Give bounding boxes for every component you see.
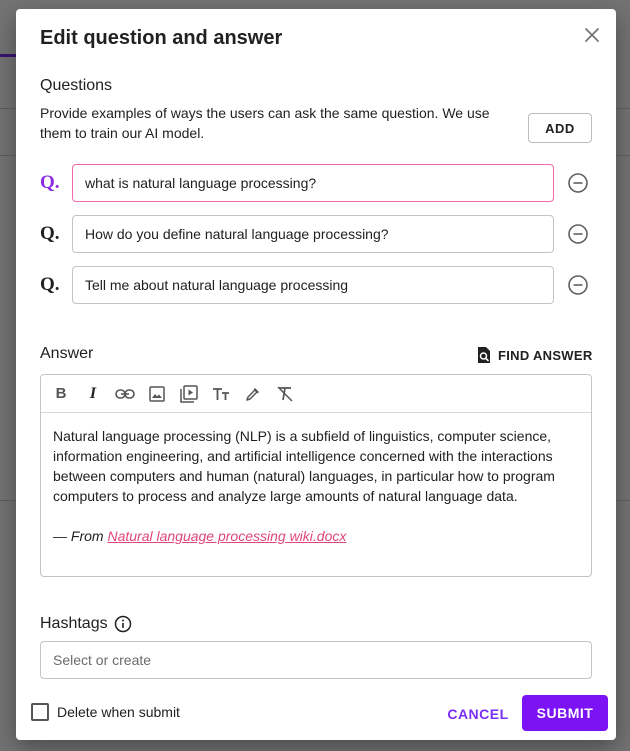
question-input[interactable] bbox=[72, 266, 554, 304]
answer-text: Natural language processing (NLP) is a subfield of linguistics, computer science, information engineering, and artificial intelligence concerned with the interactions between computers and human (natural) languages, in particular how to program computers to process and analyze large amounts of natural language data. bbox=[53, 428, 555, 504]
questions-help-text: Provide examples of ways the users can ask the same question. We use them to train our AI model. bbox=[40, 105, 490, 141]
delete-checkbox-label: Delete when submit bbox=[57, 704, 180, 720]
close-icon bbox=[584, 27, 600, 43]
video-button[interactable] bbox=[177, 382, 201, 406]
answer-label: Answer bbox=[40, 345, 94, 362]
submit-button[interactable]: SUBMIT bbox=[522, 695, 608, 731]
questions-label: Questions bbox=[40, 77, 113, 94]
video-library-icon bbox=[180, 385, 198, 403]
remove-question-button[interactable] bbox=[567, 223, 589, 245]
dialog-title: Edit question and answer bbox=[40, 27, 283, 49]
hashtags-label: Hashtags bbox=[40, 615, 108, 632]
question-marker: Q. bbox=[40, 223, 60, 244]
question-row bbox=[40, 164, 600, 202]
link-button[interactable] bbox=[113, 382, 137, 406]
question-input[interactable] bbox=[72, 215, 554, 253]
delete-checkbox[interactable] bbox=[31, 703, 49, 721]
add-question-button[interactable]: ADD bbox=[528, 113, 592, 143]
remove-question-button[interactable] bbox=[567, 172, 589, 194]
find-answer-label: FIND ANSWER bbox=[498, 347, 593, 363]
answer-editor bbox=[40, 374, 592, 577]
question-marker: Q. bbox=[40, 172, 60, 193]
source-link[interactable]: Natural language processing wiki.docx bbox=[107, 528, 347, 544]
question-row bbox=[40, 215, 600, 253]
source-prefix: — From bbox=[53, 528, 108, 544]
document-search-icon bbox=[476, 346, 492, 364]
bold-button[interactable]: B bbox=[55, 385, 67, 402]
text-size-icon bbox=[212, 387, 230, 401]
find-answer-button[interactable] bbox=[476, 345, 593, 365]
question-input[interactable] bbox=[72, 164, 554, 202]
text-size-button[interactable] bbox=[209, 382, 233, 406]
minus-circle-icon bbox=[567, 274, 589, 296]
info-icon[interactable] bbox=[114, 615, 132, 633]
delete-when-submit-toggle[interactable] bbox=[31, 703, 180, 721]
editor-toolbar bbox=[41, 375, 591, 413]
clear-format-button[interactable] bbox=[273, 382, 297, 406]
question-row bbox=[40, 266, 600, 304]
minus-circle-icon bbox=[567, 223, 589, 245]
hashtags-input[interactable] bbox=[40, 641, 592, 679]
image-button[interactable] bbox=[145, 382, 169, 406]
remove-question-button[interactable] bbox=[567, 274, 589, 296]
editor-content[interactable] bbox=[41, 413, 591, 546]
color-picker-button[interactable] bbox=[241, 382, 265, 406]
link-icon bbox=[115, 388, 135, 400]
clear-format-icon bbox=[276, 386, 294, 402]
image-icon bbox=[149, 386, 165, 402]
minus-circle-icon bbox=[567, 172, 589, 194]
hashtags-header bbox=[40, 615, 132, 633]
close-button[interactable] bbox=[580, 23, 604, 47]
eyedropper-icon bbox=[245, 386, 261, 402]
question-marker: Q. bbox=[40, 274, 60, 295]
cancel-button[interactable]: CANCEL bbox=[447, 706, 509, 722]
edit-qa-dialog bbox=[16, 9, 616, 740]
answer-source bbox=[53, 526, 579, 546]
italic-button[interactable]: I bbox=[89, 384, 97, 402]
